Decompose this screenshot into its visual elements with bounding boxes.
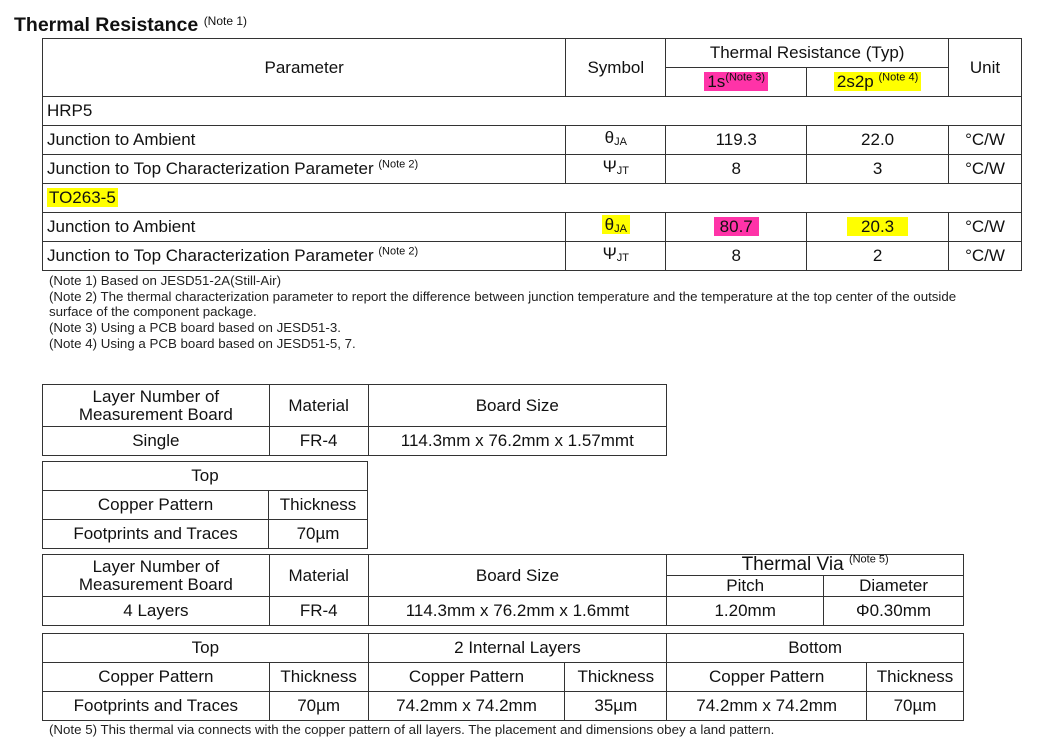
page-title-text: Thermal Resistance — [14, 14, 199, 36]
note-line: (Note 4) Using a PCB board based on JESD51-5, 7. — [49, 335, 356, 351]
board-single-table — [42, 384, 667, 456]
board-size-value: 114.3mm x 76.2mm x 1.6mmt — [368, 597, 667, 626]
row-parameter: Junction to Top Characterization Parameter $^{(Note 2)}$ — [43, 242, 566, 271]
note-line: (Note 2) The thermal characterization parameter to report the difference between junction temperature and the temperature at the top center of the outside — [49, 288, 957, 304]
thickness-header: Thickness — [269, 663, 368, 692]
top-thickness-value: 70µm — [269, 692, 368, 721]
row-unit: °C/W — [949, 155, 1022, 184]
copper-pattern-header: Copper Pattern — [43, 663, 270, 692]
row-value-1s: 119.3 — [666, 126, 807, 155]
header-1s-label: 1s — [707, 72, 726, 91]
row-value-1s: 8 — [666, 242, 807, 271]
row-unit: °C/W — [949, 126, 1022, 155]
section-to263-5-label: TO263-5 — [49, 188, 116, 207]
row-symbol: ΨJT — [566, 155, 666, 184]
board-size-header: Board Size — [368, 555, 667, 597]
copper-pattern-header: Copper Pattern — [368, 663, 565, 692]
board-size-value: 114.3mm x 76.2mm x 1.57mmt — [368, 427, 666, 456]
board-4layer-table — [42, 554, 964, 626]
bottom-pattern-value: 74.2mm x 74.2mm — [667, 692, 867, 721]
header-1s-highlight — [704, 72, 768, 91]
copper-pattern-header: Copper Pattern — [667, 663, 867, 692]
internal-pattern-value: 74.2mm x 74.2mm — [368, 692, 565, 721]
copper-internal-header: 2 Internal Layers — [368, 634, 667, 663]
note-line: surface of the component package. — [49, 304, 257, 320]
board-size-header: Board Size — [368, 385, 666, 427]
diameter-header: Diameter — [824, 576, 964, 597]
layer-number-header: Layer Number of Measurement Board — [43, 385, 270, 427]
internal-thickness-value: 35µm — [565, 692, 667, 721]
layer-number-header: Layer Number of Measurement Board — [43, 555, 270, 597]
row-value-2s2p — [807, 213, 949, 242]
row-value-1s: 8 — [666, 155, 807, 184]
row-parameter: Junction to Ambient — [43, 126, 566, 155]
row-unit: °C/W — [949, 242, 1022, 271]
diameter-value: Φ0.30mm — [824, 597, 964, 626]
copper-top-header: Top — [43, 462, 368, 491]
header-2s2p-highlight — [834, 72, 921, 91]
row-value-1s — [666, 213, 807, 242]
row-unit: °C/W — [949, 213, 1022, 242]
bottom-thickness-value: 70µm — [867, 692, 964, 721]
thickness-header: Thickness — [565, 663, 667, 692]
row-value-1s-highlight: 80.7 — [714, 217, 759, 236]
layer-number-value: Single — [43, 427, 270, 456]
row-symbol: θJA — [566, 126, 666, 155]
header-2s2p-label: 2s2p — [836, 72, 874, 91]
note-line: (Note 1) Based on JESD51-2A(Still-Air) — [49, 273, 282, 288]
row-parameter: Junction to Ambient — [43, 213, 566, 242]
layer-number-value: 4 Layers — [43, 597, 270, 626]
pitch-value: 1.20mm — [667, 597, 824, 626]
section-hrp5: HRP5 — [43, 97, 1022, 126]
copper-pattern-value: Footprints and Traces — [43, 520, 269, 549]
thermal-resistance-table — [42, 38, 1022, 271]
header-thermal-resistance: Thermal Resistance (Typ) — [666, 39, 949, 68]
material-header: Material — [269, 385, 368, 427]
copper-single-table — [42, 461, 368, 549]
row-symbol — [566, 213, 666, 242]
thermal-via-header: Thermal Via $^{(Note 5)}$ — [667, 555, 964, 576]
header-1s-note: (Note 3) — [725, 71, 766, 84]
row-value-2s2p: 22.0 — [807, 126, 949, 155]
material-value: FR-4 — [269, 597, 368, 626]
thickness-header: Thickness — [269, 491, 368, 520]
thickness-header: Thickness — [867, 663, 964, 692]
copper-pattern-header: Copper Pattern — [43, 491, 269, 520]
page-title-note: (Note 1) — [203, 14, 248, 28]
top-pattern-value: Footprints and Traces — [43, 692, 270, 721]
row-symbol-highlight: θJA — [602, 215, 630, 234]
material-value: FR-4 — [269, 427, 368, 456]
header-unit: Unit — [949, 39, 1022, 97]
header-symbol: Symbol — [566, 39, 666, 97]
row-parameter: Junction to Top Characterization Parameter $^{(Note 2)}$ — [43, 155, 566, 184]
copper-4layer-table — [42, 633, 964, 721]
header-1s — [666, 68, 807, 97]
row-value-2s2p: 3 — [807, 155, 949, 184]
row-value-2s2p: 2 — [807, 242, 949, 271]
header-parameter: Parameter — [43, 39, 566, 97]
note-line: (Note 3) Using a PCB board based on JESD51-3. — [49, 320, 341, 336]
thickness-value: 70µm — [269, 520, 368, 549]
note-5: (Note 5) This thermal via connects with the copper pattern of all layers. The placement and dimensions obey a land pattern. — [49, 722, 775, 737]
section-to263-5 — [43, 184, 1022, 213]
copper-top-header: Top — [43, 634, 369, 663]
row-symbol: ΨJT — [566, 242, 666, 271]
page-title — [14, 14, 247, 37]
header-2s2p — [807, 68, 949, 97]
notes-block — [49, 273, 1039, 352]
copper-bottom-header: Bottom — [667, 634, 964, 663]
header-2s2p-note: (Note 4) — [878, 71, 919, 84]
row-value-2s2p-highlight: 20.3 — [847, 217, 908, 236]
material-header: Material — [269, 555, 368, 597]
pitch-header: Pitch — [667, 576, 824, 597]
